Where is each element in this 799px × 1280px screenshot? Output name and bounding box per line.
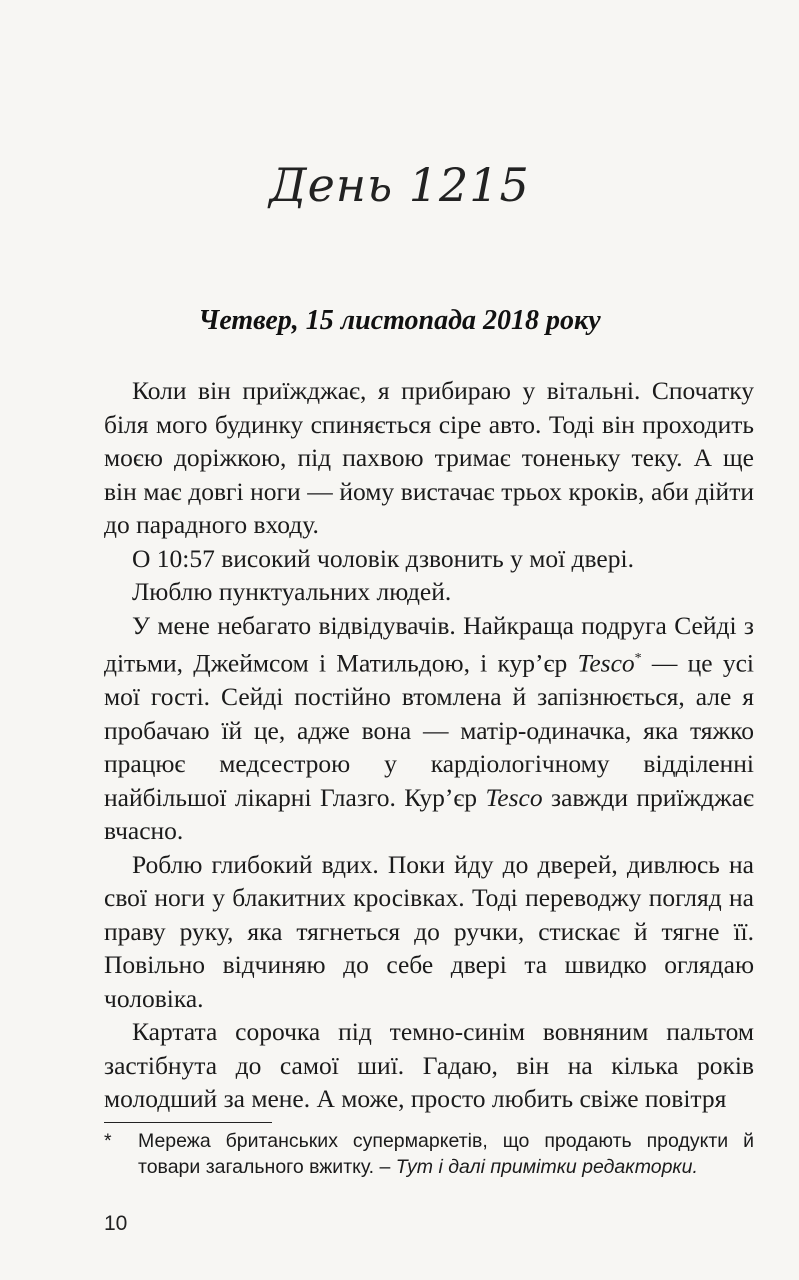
chapter-title: День 1215 xyxy=(269,158,530,212)
paragraph: Картата сорочка під темно-синім вовняним пальтом застібнута до самої шиї. Гадаю, він на кілька років молодший за мене. А може, просто любить свіже повітря xyxy=(104,1017,754,1113)
paragraph xyxy=(104,609,754,848)
footnote-body: Мережа британських супермаркетів, що продають продукти й товари загального вжитку. – xyxy=(138,1130,754,1178)
brand-name: Tesco xyxy=(485,782,543,812)
footnote-editor-note: Тут і далі примітки редакторки. xyxy=(395,1156,698,1178)
paragraph-text: — це усі мої гості. Сейді постійно втомлена й запізнюється, але я пробачаю їй це, адже вона — матір-одиначка, яка тяжко працює медсестрою у кардіологічному відділенні найбільшої лікарні Глазго. Кур’єр xyxy=(104,648,754,812)
footnote-divider xyxy=(104,1122,272,1123)
paragraph-text: завжди приїжджає вчасно. xyxy=(104,782,754,845)
body-text xyxy=(104,374,754,1116)
date-heading: Четвер, 15 листопада 2018 року xyxy=(198,305,601,336)
page-number: 10 xyxy=(104,1212,128,1235)
footnote-reference: * xyxy=(634,651,642,666)
paragraph: Роблю глибокий вдих. Поки йду до дверей, дивлюсь на свої ноги у блакитних кросівках. Тоді переводжу погляд на праву руку, яка тягнеться до ручки, стискає й тягне її. Повільно відчиняю до себе двері та швидко оглядаю чоловіка. xyxy=(104,849,754,1013)
footnote-text xyxy=(138,1128,754,1180)
brand-name: Tesco xyxy=(577,648,635,678)
paragraph: Люблю пунктуальних людей. xyxy=(132,577,452,606)
footnote-mark: * xyxy=(104,1130,112,1152)
paragraph: Коли він приїжджає, я прибираю у вітальні. Спочатку біля мого будинку спиняється сіре авто. Тоді він проходить моєю доріжкою, під пахвою тримає тоненьку теку. А ще він має довгі ноги — йому вистачає трьох кроків, аби дійти до парадного входу. xyxy=(104,376,754,539)
paragraph: О 10:57 високий чоловік дзвонить у мої двері. xyxy=(132,543,634,573)
paragraph-text: У мене небагато відвідувачів. Найкраща подруга Сейді з дітьми, Джеймсом і Матильдою, і кур’єр xyxy=(104,610,754,678)
footnote xyxy=(104,1128,754,1180)
